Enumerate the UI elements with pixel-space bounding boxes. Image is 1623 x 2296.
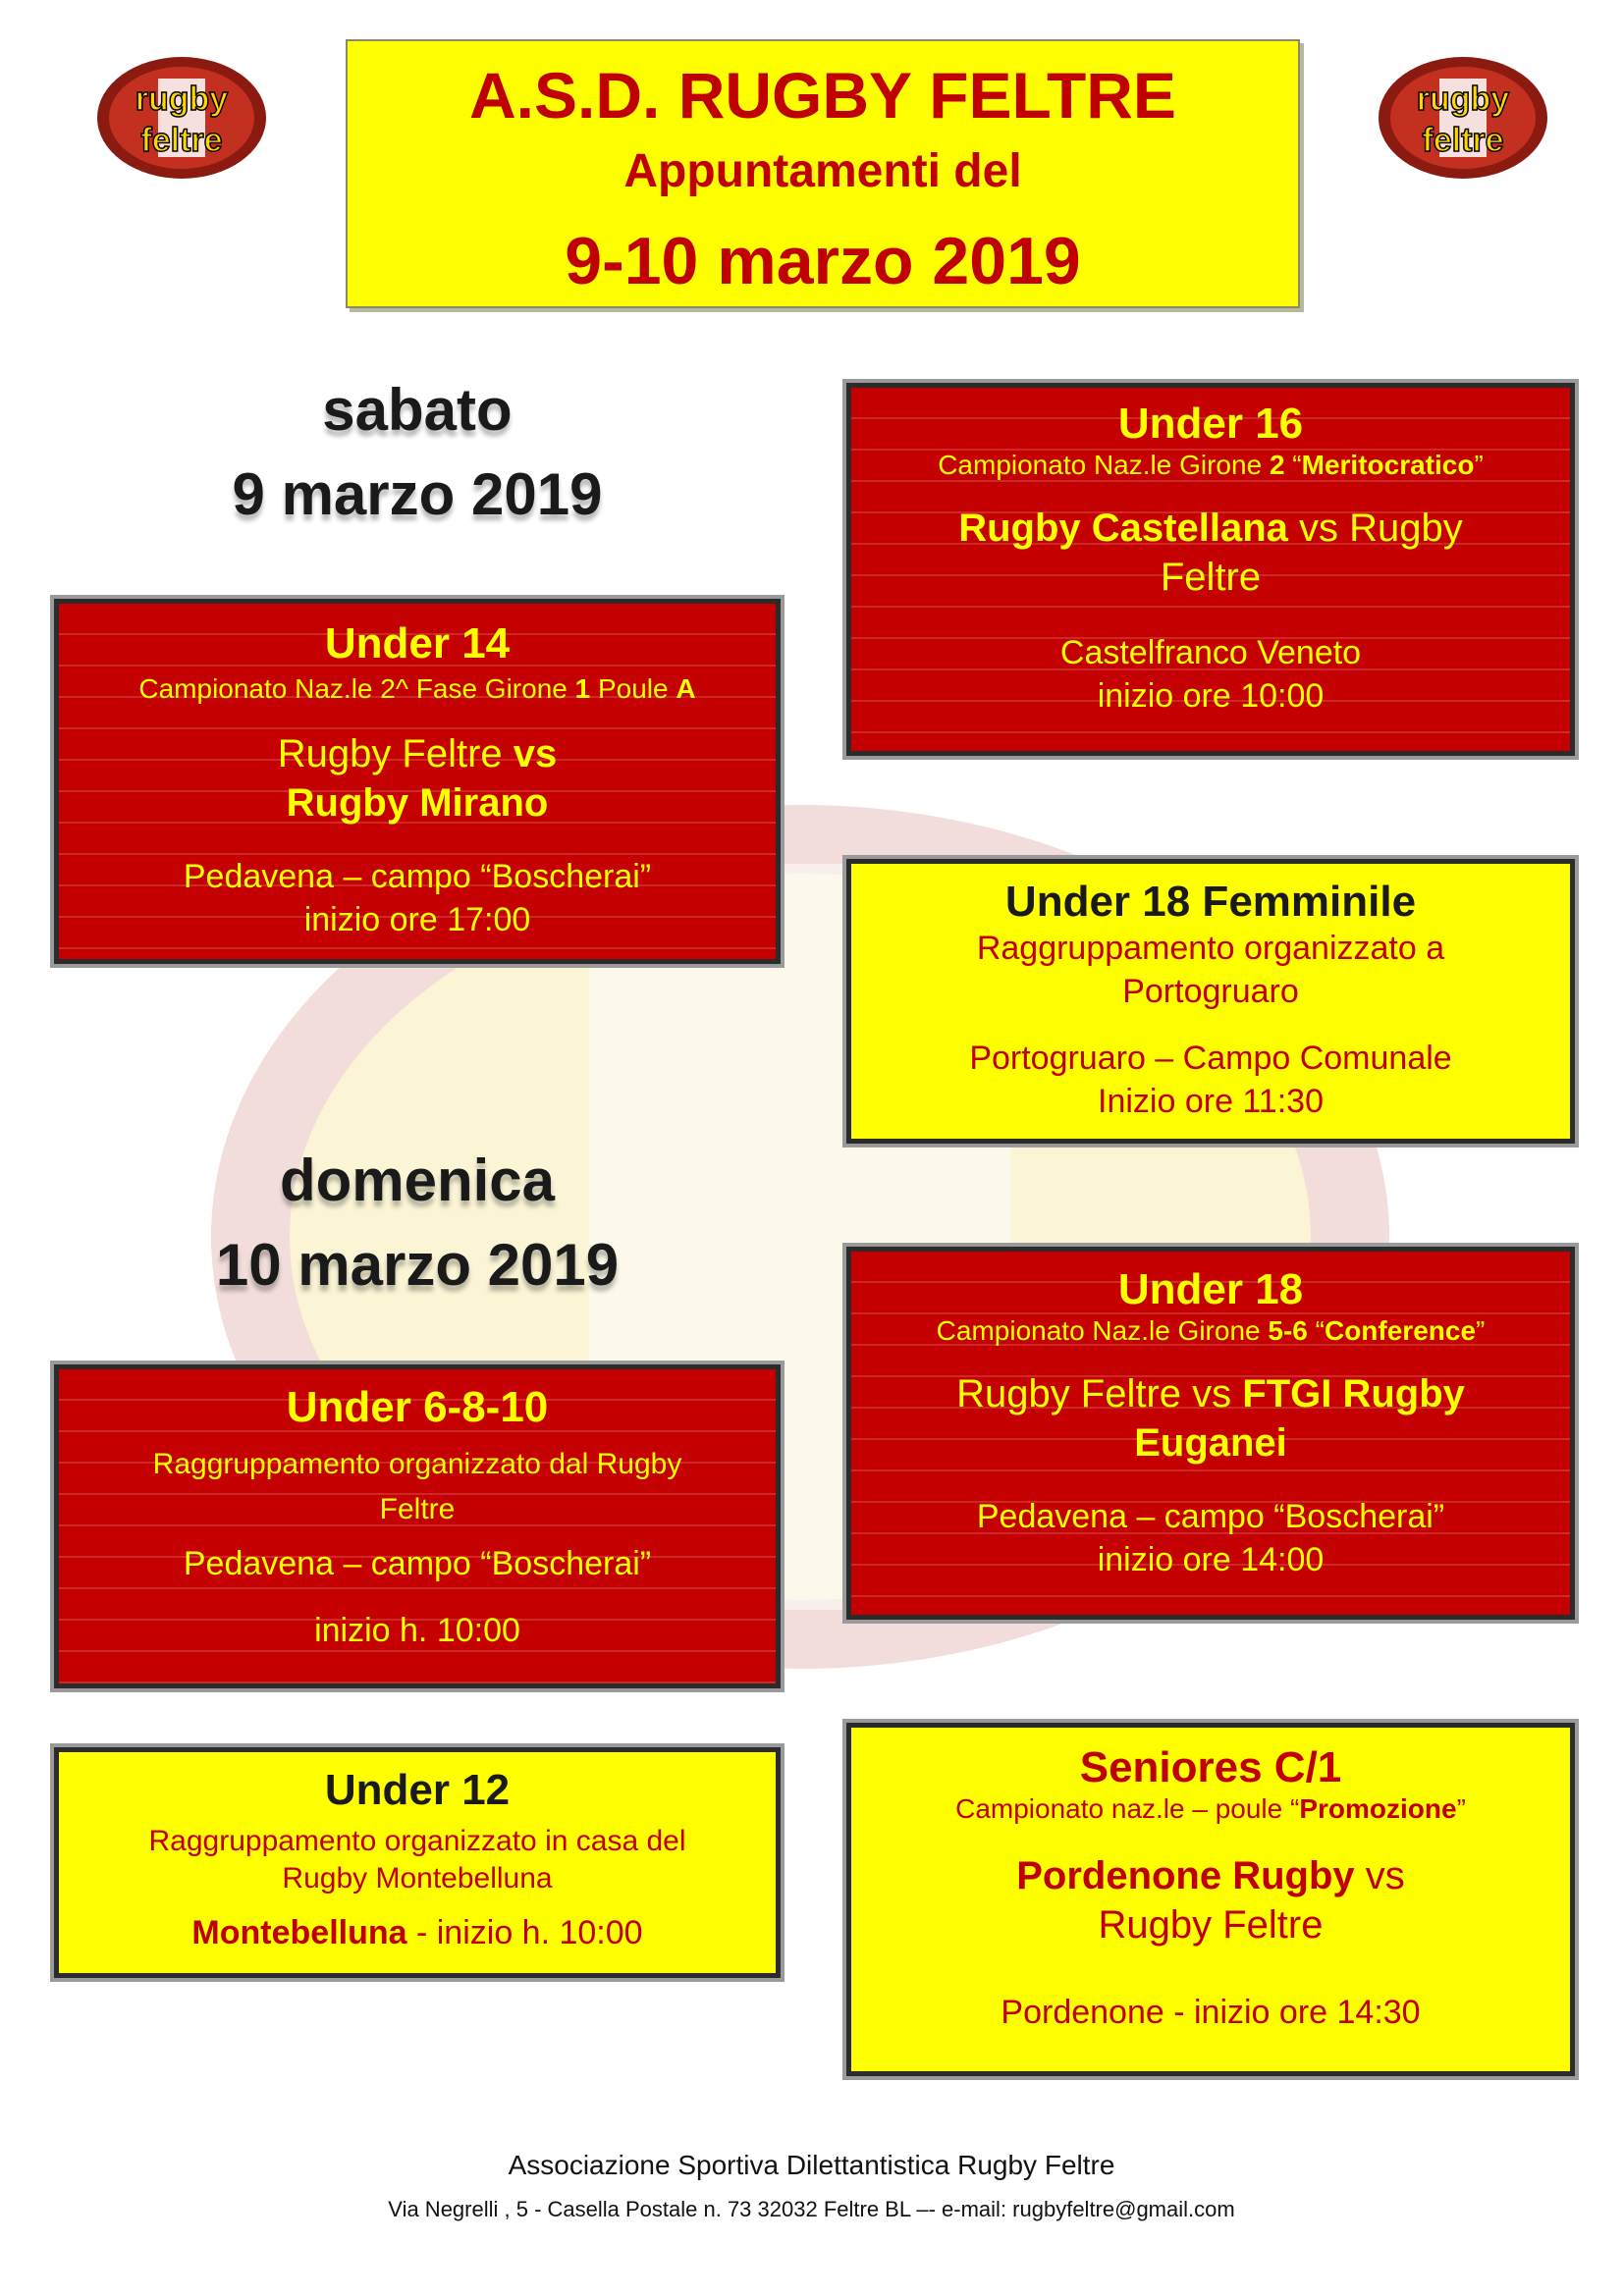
event-category: Under 16 bbox=[1117, 400, 1304, 448]
event-venue: Portogruaro – Campo Comunale bbox=[969, 1040, 1452, 1077]
event-description: Raggruppamento organizzato a Portogruaro bbox=[976, 930, 1445, 1010]
footer-address: Via Negrelli , 5 - Casella Postale n. 73 32032 Feltre BL –- e-mail: rugbyfeltre@gmail.com bbox=[388, 2197, 1235, 2221]
event-category: Under 18 Femminile bbox=[1004, 878, 1417, 926]
event-competition: Campionato naz.le – poule “Promozione” bbox=[955, 1793, 1466, 1824]
event-description: Raggruppamento organizzato dal Rugby Feltre bbox=[152, 1448, 682, 1525]
saturday-day: sabato bbox=[322, 377, 513, 443]
svg-text:feltre: feltre bbox=[1422, 122, 1504, 159]
sunday-heading bbox=[118, 1139, 717, 1308]
event-venue: Pedavena – campo “Boscherai” bbox=[183, 1545, 652, 1582]
event-card-under-14 bbox=[54, 599, 781, 964]
page-subtitle: Appuntamenti del bbox=[623, 145, 1022, 197]
event-card-under-18-femminile bbox=[846, 859, 1575, 1144]
svg-text:rugby: rugby bbox=[135, 80, 229, 118]
event-card-under-16 bbox=[846, 383, 1575, 756]
event-category: Under 14 bbox=[324, 619, 511, 667]
event-match: Pordenone Rugby vs Rugby Feltre bbox=[1016, 1854, 1405, 1947]
page-title: A.S.D. RUGBY FELTRE bbox=[469, 59, 1176, 132]
rugby-feltre-logo-right bbox=[1375, 49, 1551, 187]
event-venue: Pedavena – campo “Boscherai” bbox=[183, 858, 652, 895]
svg-text:rugby: rugby bbox=[1416, 80, 1510, 118]
rugby-feltre-logo-left bbox=[93, 49, 270, 187]
event-time: inizio ore 10:00 bbox=[1097, 677, 1325, 715]
event-card-seniores-c1 bbox=[846, 1723, 1575, 2076]
event-match: Rugby Feltre vs FTGI Rugby Euganei bbox=[956, 1372, 1465, 1465]
event-venue: Pordenone - inizio ore 14:30 bbox=[1001, 1994, 1421, 2031]
event-time: inizio ore 17:00 bbox=[303, 901, 531, 938]
saturday-heading bbox=[118, 368, 717, 537]
event-category: Under 12 bbox=[324, 1766, 511, 1814]
event-venue: Castelfranco Veneto bbox=[1059, 634, 1362, 671]
page-date: 9-10 marzo 2019 bbox=[565, 224, 1081, 298]
event-card-under-18 bbox=[846, 1247, 1575, 1620]
event-card-under-12 bbox=[54, 1747, 781, 1978]
event-competition: Campionato Naz.le Girone 2 “Meritocratico” bbox=[938, 450, 1484, 480]
event-venue: Montebelluna - inizio h. 10:00 bbox=[191, 1914, 643, 1951]
event-competition: Campionato Naz.le Girone 5-6 “Conference” bbox=[936, 1315, 1486, 1346]
footer-organization-name: Associazione Sportiva Dilettantistica Rugby Feltre bbox=[508, 2150, 1115, 2180]
header-title-box bbox=[346, 39, 1300, 308]
saturday-date: 9 marzo 2019 bbox=[232, 461, 603, 527]
event-venue: Pedavena – campo “Boscherai” bbox=[976, 1498, 1445, 1535]
sunday-day: domenica bbox=[279, 1148, 556, 1213]
event-match: Rugby Feltre vs Rugby Mirano bbox=[277, 732, 558, 825]
event-card-under-6-8-10 bbox=[54, 1364, 781, 1688]
svg-text:feltre: feltre bbox=[140, 122, 223, 159]
event-category: Seniores C/1 bbox=[1079, 1743, 1342, 1791]
event-time: inizio h. 10:00 bbox=[314, 1612, 520, 1649]
event-category: Under 6-8-10 bbox=[286, 1383, 549, 1431]
event-competition: Campionato Naz.le 2^ Fase Girone 1 Poule A bbox=[138, 673, 696, 704]
event-match: Rugby Castellana vs Rugby Feltre bbox=[958, 507, 1463, 599]
event-time: Inizio ore 11:30 bbox=[1098, 1083, 1324, 1120]
event-category: Under 18 bbox=[1117, 1265, 1304, 1313]
sunday-date: 10 marzo 2019 bbox=[215, 1232, 620, 1298]
event-description: Raggruppamento organizzato in casa del Rugby Montebelluna bbox=[148, 1825, 686, 1895]
event-time: inizio ore 14:00 bbox=[1097, 1541, 1325, 1578]
